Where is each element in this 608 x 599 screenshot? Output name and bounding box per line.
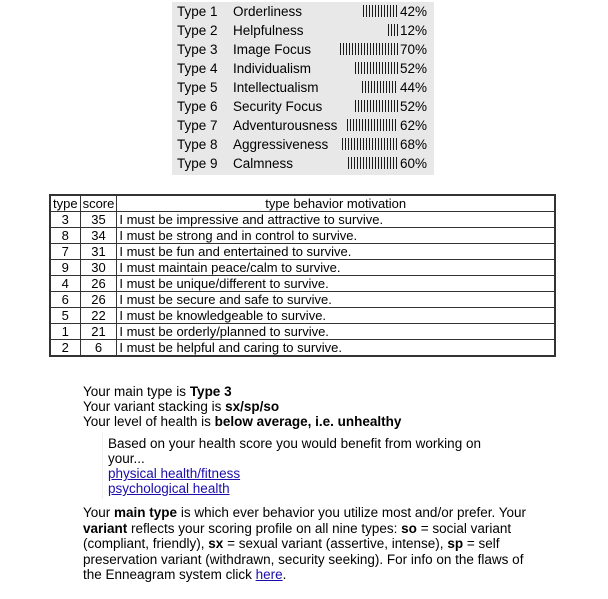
cell-motivation: I must be fun and entertained to survive.	[117, 244, 555, 260]
main-type-value: Type 3	[189, 384, 232, 399]
cell-motivation: I must be helpful and caring to survive.	[117, 340, 555, 357]
cell-score: 22	[80, 308, 117, 324]
variant-value: sx/sp/so	[225, 399, 280, 414]
type-row	[172, 116, 434, 135]
type-score-table	[49, 194, 556, 357]
cell-type: 8	[50, 228, 80, 244]
health-advice-box	[102, 432, 503, 499]
type-percent-bar	[355, 100, 398, 112]
table-row	[50, 212, 555, 228]
physical-health-link[interactable]: physical health/fitness	[108, 466, 241, 481]
cell-type: 5	[50, 308, 80, 324]
type-percent-bar	[355, 62, 398, 74]
type-name: Helpfulness	[233, 23, 304, 38]
cell-score: 21	[80, 324, 117, 340]
table-row	[50, 292, 555, 308]
cell-motivation: I must be knowledgeable to survive.	[117, 308, 555, 324]
type-name: Image Focus	[233, 42, 312, 57]
type-percent: 12%	[400, 23, 428, 38]
type-percent-bar	[363, 5, 398, 17]
table-row	[50, 260, 555, 276]
cell-score: 31	[80, 244, 117, 260]
enneagram-flaws-link[interactable]: here	[255, 567, 283, 582]
type-percent-bar	[347, 119, 398, 131]
type-number: Type 6	[177, 99, 218, 114]
type-number: Type 5	[177, 80, 218, 95]
cell-type: 3	[50, 212, 80, 228]
cell-type: 9	[50, 260, 80, 276]
table-row	[50, 308, 555, 324]
type-row	[172, 78, 434, 97]
type-name: Individualism	[233, 61, 312, 76]
psychological-health-link[interactable]: psychological health	[108, 481, 230, 496]
type-row	[172, 135, 434, 154]
type-number: Type 3	[177, 42, 218, 57]
type-number: Type 9	[177, 156, 218, 171]
cell-motivation: I must maintain peace/calm to survive.	[117, 260, 555, 276]
type-percent: 62%	[400, 118, 428, 133]
type-percent: 52%	[400, 61, 428, 76]
cell-type: 1	[50, 324, 80, 340]
health-line: Your level of health is below average, i.e. unhealthy	[83, 414, 402, 429]
cell-score: 26	[80, 276, 117, 292]
advice-text: Based on your health score you would benefit from working on your...	[108, 436, 481, 466]
cell-score: 35	[80, 212, 117, 228]
header-score: score	[80, 195, 117, 212]
cell-motivation: I must be strong and in control to survive.	[117, 228, 555, 244]
type-name: Calmness	[233, 156, 294, 171]
type-row	[172, 40, 434, 59]
type-percent: 68%	[400, 137, 428, 152]
type-percent: 42%	[400, 4, 428, 19]
table-row	[50, 244, 555, 260]
type-percent-bar	[362, 81, 398, 93]
type-percent-bar	[348, 157, 398, 169]
type-percent-bar	[340, 43, 398, 55]
variant-line: Your variant stacking is sx/sp/so	[83, 399, 280, 414]
type-percent: 52%	[400, 99, 428, 114]
cell-score: 26	[80, 292, 117, 308]
cell-motivation: I must be secure and safe to survive.	[117, 292, 555, 308]
table-row	[50, 228, 555, 244]
type-number: Type 2	[177, 23, 218, 38]
cell-type: 6	[50, 292, 80, 308]
table-row	[50, 340, 555, 357]
type-percent-bar	[342, 138, 398, 150]
cell-type: 4	[50, 276, 80, 292]
main-type-line: Your main type is Type 3	[83, 384, 232, 399]
type-name: Adventurousness	[233, 118, 338, 133]
type-row	[172, 2, 434, 21]
cell-motivation: I must be impressive and attractive to survive.	[117, 212, 555, 228]
type-number: Type 7	[177, 118, 218, 133]
type-number: Type 4	[177, 61, 218, 76]
type-row	[172, 59, 434, 78]
cell-type: 2	[50, 340, 80, 357]
cell-motivation: I must be unique/different to survive.	[117, 276, 555, 292]
result-summary	[83, 384, 401, 429]
type-number: Type 1	[177, 4, 218, 19]
type-percentages-panel	[172, 2, 434, 175]
explanation-paragraph: Your main type is which ever behavior you utilize most and/or prefer. Your variant reflects your scoring profile on all nine types: so = social variant (compliant, friendly), sx = sexual variant (assertive, intense), sp = self preservation variant (withdrawn, security seeking). For info on the flaws of the Enneagram system click here.	[83, 505, 526, 582]
type-percent: 60%	[400, 156, 428, 171]
type-name: Intellectualism	[233, 80, 319, 95]
cell-score: 30	[80, 260, 117, 276]
cell-motivation: I must be orderly/planned to survive.	[117, 324, 555, 340]
type-name: Security Focus	[233, 99, 323, 114]
type-name: Orderliness	[233, 4, 303, 19]
health-value: below average, i.e. unhealthy	[214, 414, 402, 429]
type-percent: 44%	[400, 80, 428, 95]
header-motivation: type behavior motivation	[117, 195, 555, 212]
table-row	[50, 324, 555, 340]
type-percent: 70%	[400, 42, 428, 57]
cell-score: 6	[80, 340, 117, 357]
type-row	[172, 97, 434, 116]
type-percent-bar	[388, 24, 398, 36]
cell-type: 7	[50, 244, 80, 260]
table-row	[50, 276, 555, 292]
type-row	[172, 21, 434, 40]
type-number: Type 8	[177, 137, 218, 152]
cell-score: 34	[80, 228, 117, 244]
type-row	[172, 154, 434, 173]
type-name: Aggressiveness	[233, 137, 329, 152]
table-header-row	[50, 195, 555, 212]
header-type: type	[50, 195, 80, 212]
